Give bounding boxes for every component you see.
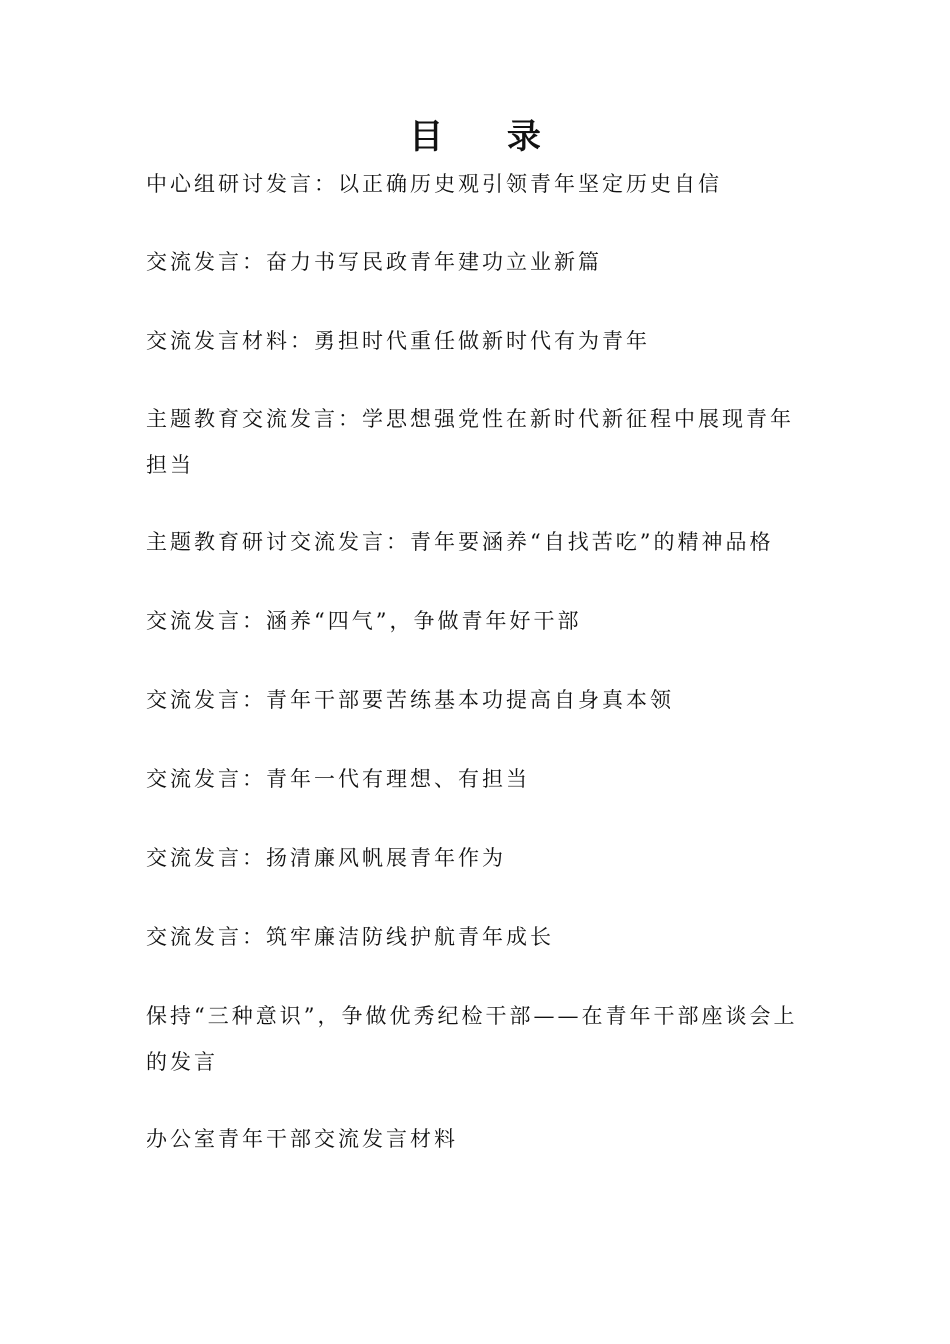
toc-entry-12: 办公室青年干部交流发言材料: [146, 1127, 458, 1151]
toc-entry-3: 交流发言材料：勇担时代重任做新时代有为青年: [146, 329, 650, 353]
toc-title: 目 录: [409, 117, 567, 157]
toc-entry-10: 交流发言：筑牢廉洁防线护航青年成长: [146, 925, 554, 949]
toc-entry-9: 交流发言：扬清廉风帆展青年作为: [146, 846, 506, 870]
toc-entry-5: 主题教育研讨交流发言：青年要涵养“自找苦吃”的精神品格: [146, 530, 774, 554]
toc-entry-11: 保持“三种意识”，争做优秀纪检干部——在青年干部座谈会上的发言: [146, 1004, 798, 1074]
toc-entry-4: 主题教育交流发言：学思想强党性在新时代新征程中展现青年担当: [146, 407, 794, 477]
toc-entry-1: 中心组研讨发言：以正确历史观引领青年坚定历史自信: [146, 172, 722, 196]
toc-entry-8: 交流发言：青年一代有理想、有担当: [146, 767, 530, 791]
toc-entry-6: 交流发言：涵养“四气”，争做青年好干部: [146, 609, 582, 633]
toc-entry-2: 交流发言：奋力书写民政青年建功立业新篇: [146, 250, 602, 274]
toc-entry-7: 交流发言：青年干部要苦练基本功提高自身真本领: [146, 688, 674, 712]
